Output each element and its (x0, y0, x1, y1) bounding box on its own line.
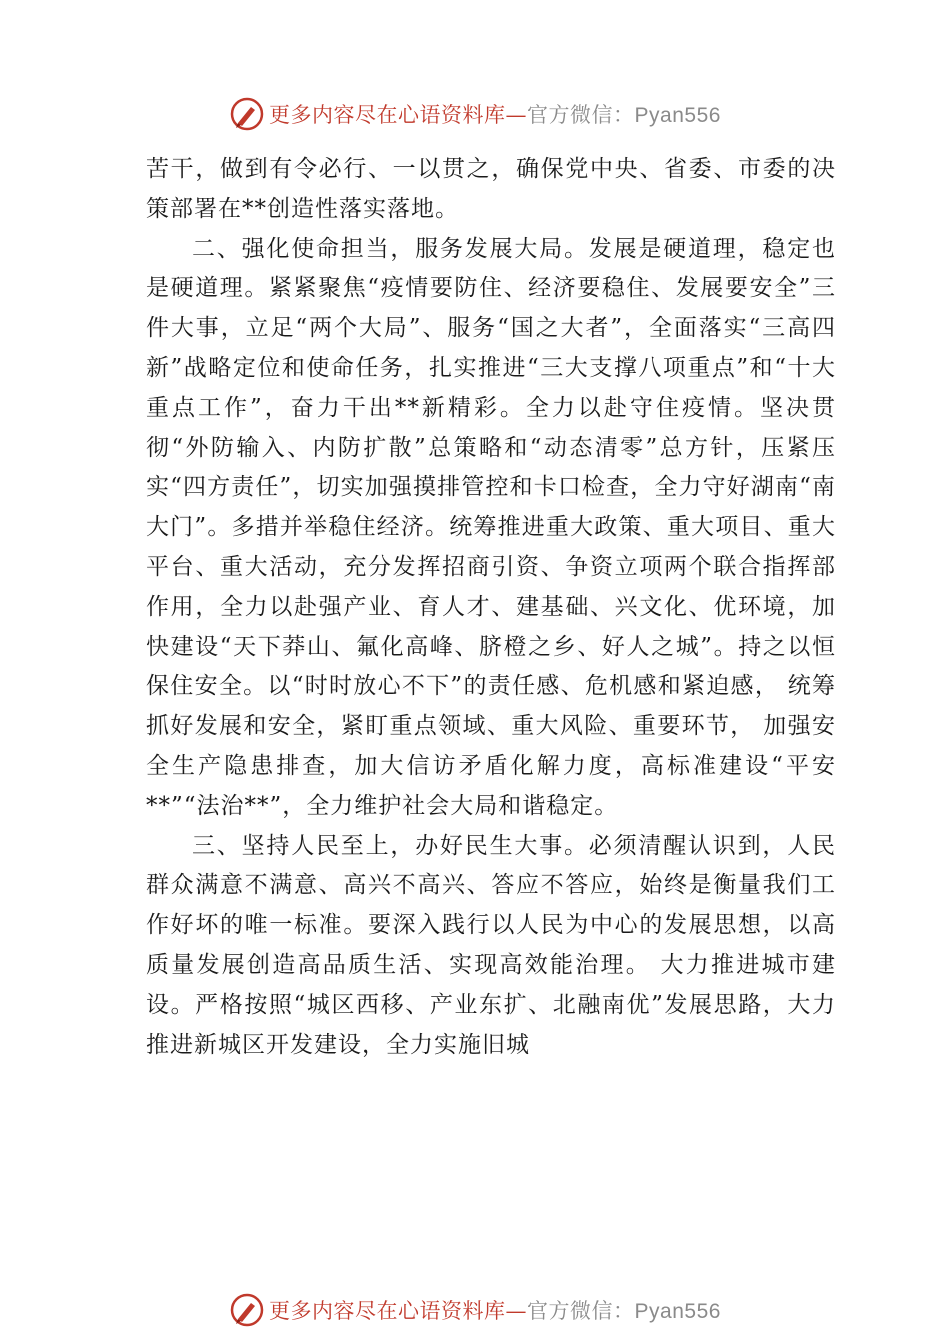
paragraph-continued: 苦干，做到有令必行、一以贯之，确保党中央、省委、市委的决策部署在**创造性落实落地。 (146, 156, 836, 222)
banner-main: 更多内容尽在心语资料库— (269, 103, 528, 127)
banner-wechat-label: 官方微信： (527, 103, 635, 127)
banner-main: 更多内容尽在心语资料库— (269, 1299, 528, 1323)
paragraph-section-two: 二、强化使命担当，服务发展大局。发展是硬道理，稳定也是硬道理。紧紧聚焦“疫情要防住、经济要稳住、发展要安全”三件大事，立足“两个大局”、服务“国之大者”，全面落实“三高四新”战略定位和使命任务，扎实推进“三大支撑八项重点”和“十大重点工作”，奋力干出**新精彩。全力以赴守住疫情。坚决贯彻“外防输入、内防扩散”总策略和“动态清零”总方针，压紧压实“四方责任”，切实加强摸排管控和卡口检查，全力守好湖南“南大门”。多措并举稳住经济。统筹推进重大政策、重大项目、重大平台、重大活动，充分发挥招商引资、争资立项两个联合指挥部作用，全力以赴强产业、育人才、建基础、兴文化、优环境，加快建设“天下莽山、氟化高峰、脐橙之乡、好人之城”。持之以恒保住安全。以“时时放心不下”的责任感、危机感和紧迫感， 统筹抓好发展和安全，紧盯重点领域、重大风险、重要环节， 加强安全生产隐患排查，加大信访矛盾化解力度，高标准建设“平安**”“法治**”，全力维护社会大局和谐稳定。 (146, 235, 836, 819)
banner-text (269, 1295, 721, 1325)
pen-logo-icon (229, 96, 265, 132)
paragraph-section-three: 三、坚持人民至上，办好民生大事。必须清醒认识到，人民群众满意不满意、高兴不高兴、答应不答应，始终是衡量我们工作好坏的唯一标准。要深入践行以人民为中心的发展思想，以高质量发展创造高品质生活、实现高效能治理。 大力推进城市建设。严格按照“城区西移、产业东扩、北融南优”发展思路，大力推进新城区开发建设，全力实施旧城 (146, 832, 836, 1058)
banner-text (269, 99, 721, 129)
banner-wechat-label: 官方微信： (527, 1299, 635, 1323)
banner-wechat-id: Pyan556 (634, 104, 721, 127)
pen-logo-icon (229, 1292, 265, 1328)
footer-banner (0, 1290, 950, 1330)
header-banner (0, 94, 950, 134)
banner-wechat-id: Pyan556 (634, 1300, 721, 1323)
document-body (146, 150, 836, 1065)
